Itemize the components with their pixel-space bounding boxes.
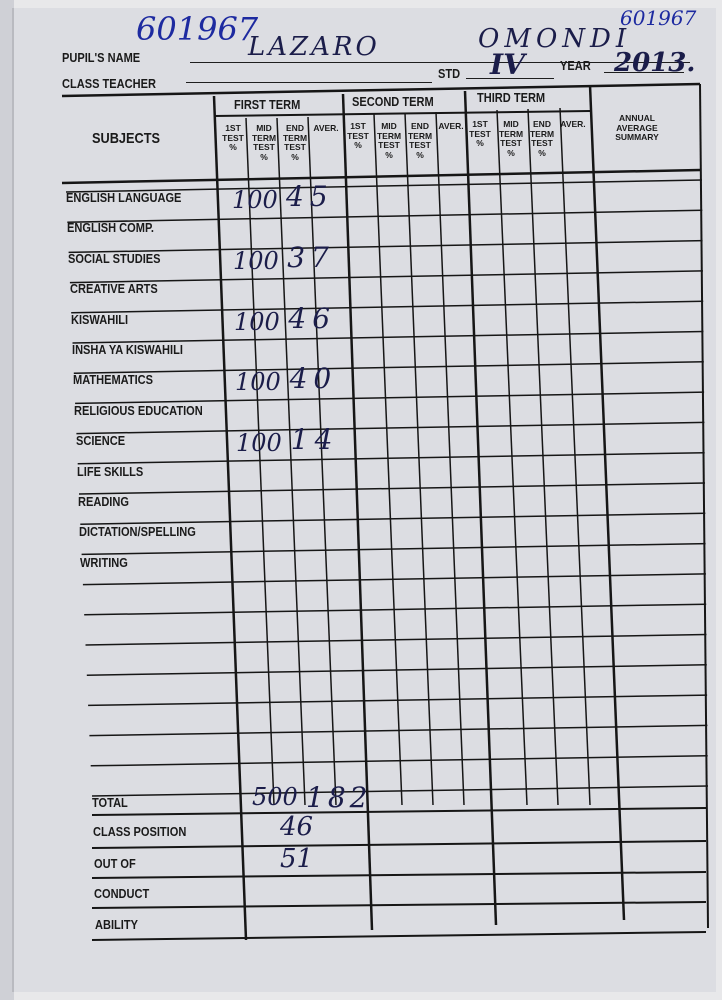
row-line bbox=[84, 604, 706, 615]
subject-label: LIFE SKILLS bbox=[76, 463, 144, 479]
first-term-end-term-score: 14 bbox=[290, 423, 339, 457]
subjects-header: SUBJECTS bbox=[92, 130, 161, 147]
sub-column-header: AVER. bbox=[438, 121, 464, 131]
subject-label: READING bbox=[78, 494, 129, 509]
first-term-mid-term-score: 100 bbox=[232, 186, 278, 214]
admission-number-right: 601967 bbox=[620, 6, 697, 30]
sub-column-header: AVER. bbox=[313, 123, 339, 133]
subject-label: ENGLISH COMP. bbox=[67, 220, 155, 236]
year-label: YEAR bbox=[560, 58, 591, 73]
pupil-last-name: OMONDI bbox=[478, 24, 632, 54]
pupil-name-label: PUPIL'S NAME bbox=[62, 50, 141, 65]
subject-label: KISWAHILI bbox=[70, 311, 128, 327]
summary-row-line bbox=[92, 808, 706, 815]
sub-column-header: END TERM TEST % bbox=[407, 121, 433, 160]
row-line bbox=[92, 786, 708, 796]
summary-label: ABILITY bbox=[95, 917, 139, 932]
admission-number-left: 601967 bbox=[136, 10, 259, 48]
summary-row-line bbox=[92, 902, 706, 908]
row-line bbox=[82, 544, 706, 555]
summary-row-line bbox=[92, 932, 706, 940]
summary-row-line bbox=[92, 872, 706, 878]
first-term-mid-term-score: 100 bbox=[236, 429, 282, 458]
row-line bbox=[67, 210, 702, 222]
sub-column-header: END TERM TEST % bbox=[529, 119, 555, 158]
first-term-end-term-score: 46 bbox=[288, 301, 337, 335]
subject-label: RELIGIOUS EDUCATION bbox=[74, 402, 204, 418]
std-value: IV bbox=[490, 48, 525, 81]
subject-label: CREATIVE ARTS bbox=[69, 281, 158, 297]
class-teacher-label: CLASS TEACHER bbox=[62, 76, 156, 91]
first-term-end-term-score: 37 bbox=[287, 240, 335, 274]
sub-column-header: 1ST TEST % bbox=[222, 123, 244, 152]
term-header-first: FIRST TERM bbox=[234, 97, 301, 112]
first-term-end-term-score: 40 bbox=[289, 362, 338, 396]
sub-column-header: 1ST TEST % bbox=[469, 119, 491, 148]
row-line bbox=[71, 301, 703, 313]
term-header-second: SECOND TERM bbox=[352, 94, 434, 109]
std-label: STD bbox=[438, 66, 461, 81]
first-term-mid-term-score: 100 bbox=[233, 246, 279, 275]
sub-column-header: END TERM TEST % bbox=[282, 123, 308, 162]
summary-value: 51 bbox=[280, 844, 314, 874]
first-term-end-term-score: 45 bbox=[286, 180, 334, 213]
subject-label: DICTATION/SPELLING bbox=[79, 524, 197, 540]
term-divider bbox=[590, 85, 624, 920]
pupil-first-name: LAZARO bbox=[248, 32, 380, 62]
summary-label: CLASS POSITION bbox=[92, 824, 187, 839]
summary-label: TOTAL bbox=[92, 795, 128, 810]
sub-column-header: 1ST TEST % bbox=[347, 121, 369, 150]
term-header-third: THIRD TERM bbox=[477, 90, 546, 105]
summary-value: 500 bbox=[252, 783, 298, 811]
subject-label: INSHA YA KISWAHILI bbox=[72, 342, 183, 357]
sub-column-header: MID TERM TEST % bbox=[376, 121, 402, 160]
summary-value: 46 bbox=[280, 812, 314, 842]
row-line bbox=[83, 574, 706, 585]
subject-label: SCIENCE bbox=[75, 433, 125, 449]
row-line bbox=[75, 392, 704, 403]
annual-average-header: ANNUAL AVERAGE SUMMARY bbox=[615, 113, 659, 142]
row-line bbox=[74, 362, 704, 373]
sub-column-header: AVER. bbox=[560, 119, 586, 129]
summary-label: CONDUCT bbox=[94, 886, 150, 901]
row-line bbox=[69, 241, 703, 253]
summary-row-line bbox=[92, 841, 706, 848]
first-term-mid-term-score: 100 bbox=[234, 307, 280, 336]
sub-column-line bbox=[374, 114, 402, 805]
row-line bbox=[76, 422, 704, 433]
year-value: 2013. bbox=[614, 48, 696, 78]
header-bottom-border bbox=[62, 170, 700, 183]
term-divider bbox=[465, 91, 496, 925]
sub-column-header: MID TERM TEST % bbox=[498, 119, 524, 158]
subject-label: MATHEMATICS bbox=[73, 372, 154, 388]
summary-label: OUT OF bbox=[93, 856, 136, 871]
row-line bbox=[80, 513, 705, 524]
row-line bbox=[78, 453, 705, 464]
sub-column-header: MID TERM TEST % bbox=[251, 123, 277, 162]
row-line bbox=[91, 756, 708, 766]
row-line bbox=[79, 483, 705, 494]
sub-column-line bbox=[405, 113, 433, 805]
summary-value: 182 bbox=[306, 781, 372, 814]
row-line bbox=[70, 271, 703, 283]
subject-label: SOCIAL STUDIES bbox=[68, 250, 161, 266]
subject-label: ENGLISH LANGUAGE bbox=[66, 190, 182, 205]
first-term-mid-term-score: 100 bbox=[235, 368, 281, 397]
subject-label: WRITING bbox=[80, 554, 129, 570]
